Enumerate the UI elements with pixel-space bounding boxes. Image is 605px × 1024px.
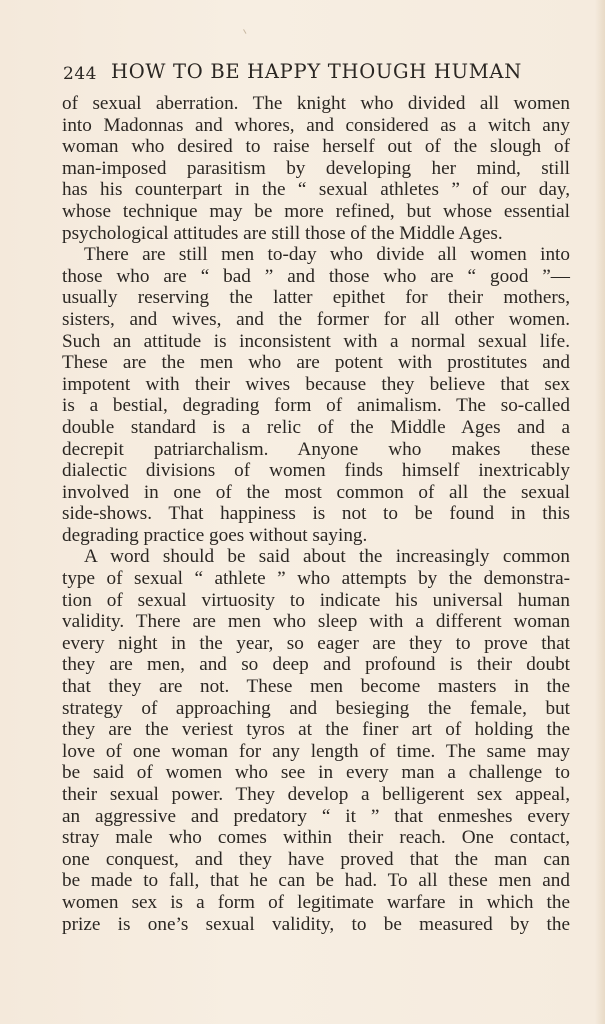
printer-mark (243, 27, 250, 34)
text-line: one conquest, and they have proved that the man can (62, 848, 570, 870)
text-line: man-imposed parasitism by developing her mind, still (62, 157, 570, 179)
text-line: they are men, and so deep and profound is their doubt (62, 654, 570, 676)
page-header (63, 60, 573, 86)
text-line: type of sexual “ athlete ” who attempts by the demonstra- (62, 568, 570, 590)
text-line: has his counterpart in the “ sexual athletes ” of our day, (62, 179, 570, 201)
text-line: that they are not. These men become masters in the (62, 676, 570, 698)
text-line: an aggressive and predatory “ it ” that enmeshes every (62, 805, 570, 827)
text-line: prize is one’s sexual validity, to be measured by the (62, 913, 570, 935)
text-line: dialectic divisions of women finds himself inextricably (62, 460, 570, 482)
text-line: Such an attitude is inconsistent with a normal sexual life. (62, 330, 570, 352)
text-line: A word should be said about the increasingly common (84, 546, 570, 568)
page-edge-shadow (595, 0, 605, 1024)
text-line: of sexual aberration. The knight who divided all women (62, 93, 570, 114)
text-line: There are still men to-day who divide all women into (84, 244, 570, 266)
text-line: These are the men who are potent with prostitutes and (62, 352, 570, 374)
text-line: strategy of approaching and besieging the female, but (62, 697, 570, 719)
text-line: degrading practice goes without saying. (62, 524, 368, 546)
text-line: is a bestial, degrading form of animalism. The so-called (62, 395, 570, 417)
text-line: tion of sexual virtuosity to indicate his universal human (62, 589, 570, 611)
text-line: whose technique may be more refined, but whose essential (62, 200, 570, 222)
text-line: into Madonnas and whores, and considered as a witch any (62, 114, 570, 136)
text-line: psychological attitudes are still those of the Middle Ages. (62, 222, 503, 244)
text-line: women sex is a form of legitimate warfare in which the (62, 891, 570, 913)
text-line: usually reserving the latter epithet for their mothers, (62, 287, 570, 309)
text-line: validity. There are men who sleep with a different woman (62, 611, 570, 633)
text-line: those who are “ bad ” and those who are “ good ”— (62, 265, 570, 287)
text-line: every night in the year, so eager are they to prove that (62, 632, 570, 654)
text-line: be made to fall, that he can be had. To all these men and (62, 870, 570, 892)
text-line: impotent with their wives because they believe that sex (62, 373, 570, 395)
page-number: 244 (63, 64, 97, 84)
text-line: side-shows. That happiness is not to be found in this (62, 503, 570, 525)
body-text (62, 93, 570, 935)
text-line: involved in one of the most common of all the sexual (62, 481, 570, 503)
text-line: sisters, and wives, and the former for all other women. (62, 308, 570, 330)
text-line: love of one woman for any length of time. The same may (62, 740, 570, 762)
text-line: decrepit patriarchalism. Anyone who makes these (62, 438, 570, 460)
text-line: stray male who comes within their reach. One contact, (62, 827, 570, 849)
text-line: double standard is a relic of the Middle Ages and a (62, 416, 570, 438)
text-line: their sexual power. They develop a belligerent sex appeal, (62, 784, 570, 805)
running-head: HOW TO BE HAPPY THOUGH HUMAN (111, 60, 522, 83)
text-line: woman who desired to raise herself out of the slough of (62, 136, 570, 158)
text-line: be said of women who see in every man a challenge to (62, 762, 570, 784)
text-line: they are the veriest tyros at the finer art of holding the (62, 719, 570, 741)
